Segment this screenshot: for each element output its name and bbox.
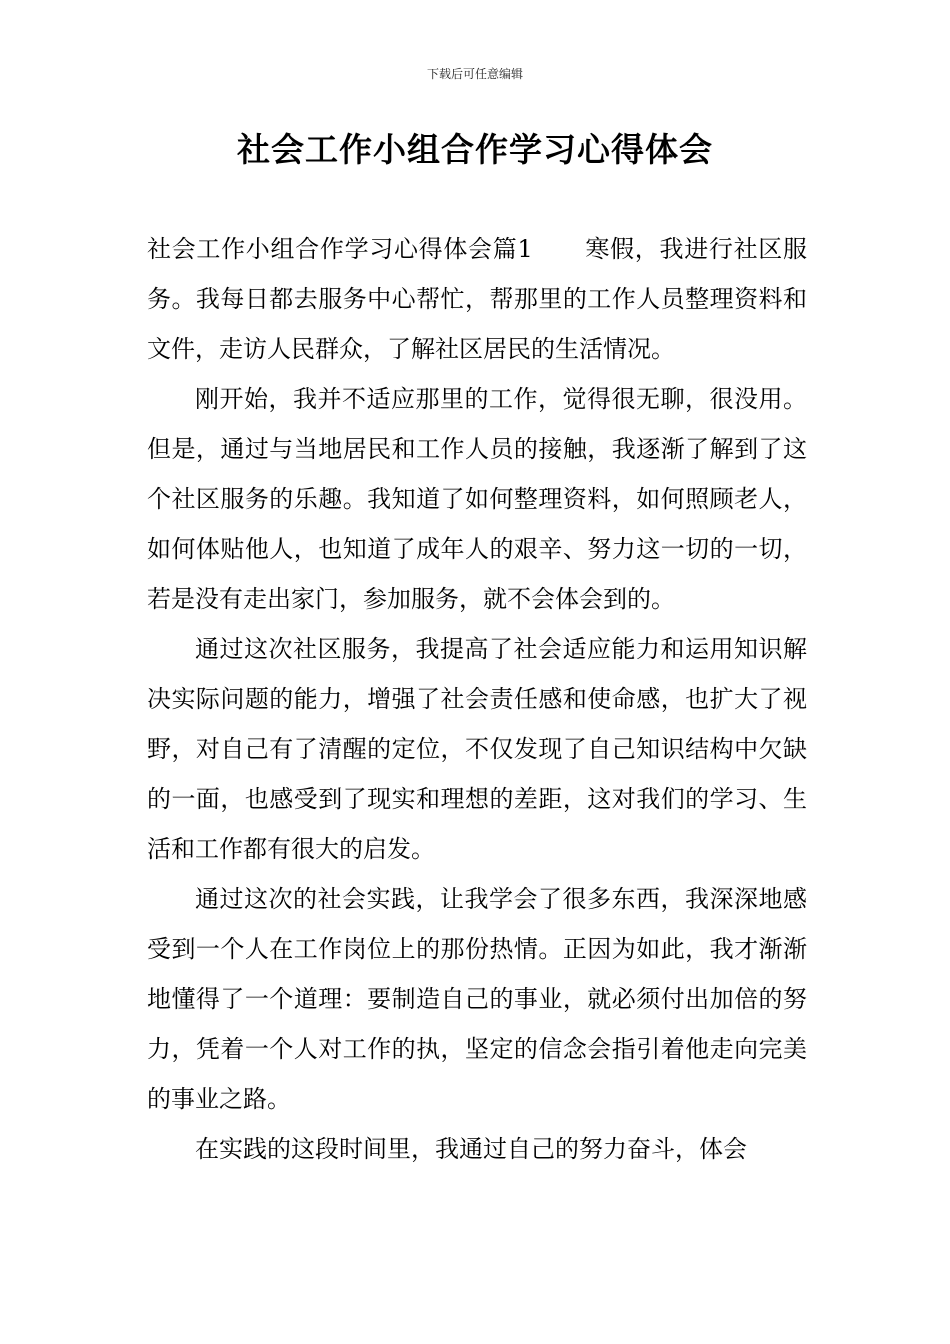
paragraph-3: 通过这次社区服务，我提高了社会适应能力和运用知识解决实际问题的能力，增强了社会责任感和使命感，也扩大了视野，对自己有了清醒的定位，不仅发现了自己知识结构中欠缺的一面，也感受到了现实和理想的差距，这对我们的学习、生活和工作都有很大的启发。 — [147, 635, 807, 863]
paragraph-5: 在实践的这段时间里，我通过自己的努力奋斗，体会 — [195, 1135, 747, 1163]
paragraph-2: 刚开始，我并不适应那里的工作，觉得很无聊，很没用。但是，通过与当地居民和工作人员的接触，我逐渐了解到了这个社区服务的乐趣。我知道了如何整理资料，如何照顾老人，如何体贴他人，也知道了成年人的艰辛、努力这一切的一切，若是没有走出家门，参加服务，就不会体会到的。 — [147, 385, 807, 613]
document-body — [147, 224, 807, 1174]
document-title: 社会工作小组合作学习心得体会 — [237, 130, 713, 169]
paragraph-1 — [147, 224, 807, 374]
paragraph-4: 通过这次的社会实践，让我学会了很多东西，我深深地感受到一个人在工作岗位上的那份热情。正因为如此，我才渐渐地懂得了一个道理：要制造自己的事业，就必须付出加倍的努力，凭着一个人对工作的执，坚定的信念会指引着他走向完美的事业之路。 — [147, 885, 807, 1113]
paragraph-1-text: 寒假，我进行社区服务。我每日都去服务中心帮忙，帮那里的工作人员整理资料和文件，走访人民群众，了解社区居民的生活情况。 — [147, 235, 807, 363]
header-note: 下载后可任意编辑 — [426, 67, 523, 81]
section-heading-inline: 社会工作小组合作学习心得体会篇1 — [147, 235, 533, 263]
